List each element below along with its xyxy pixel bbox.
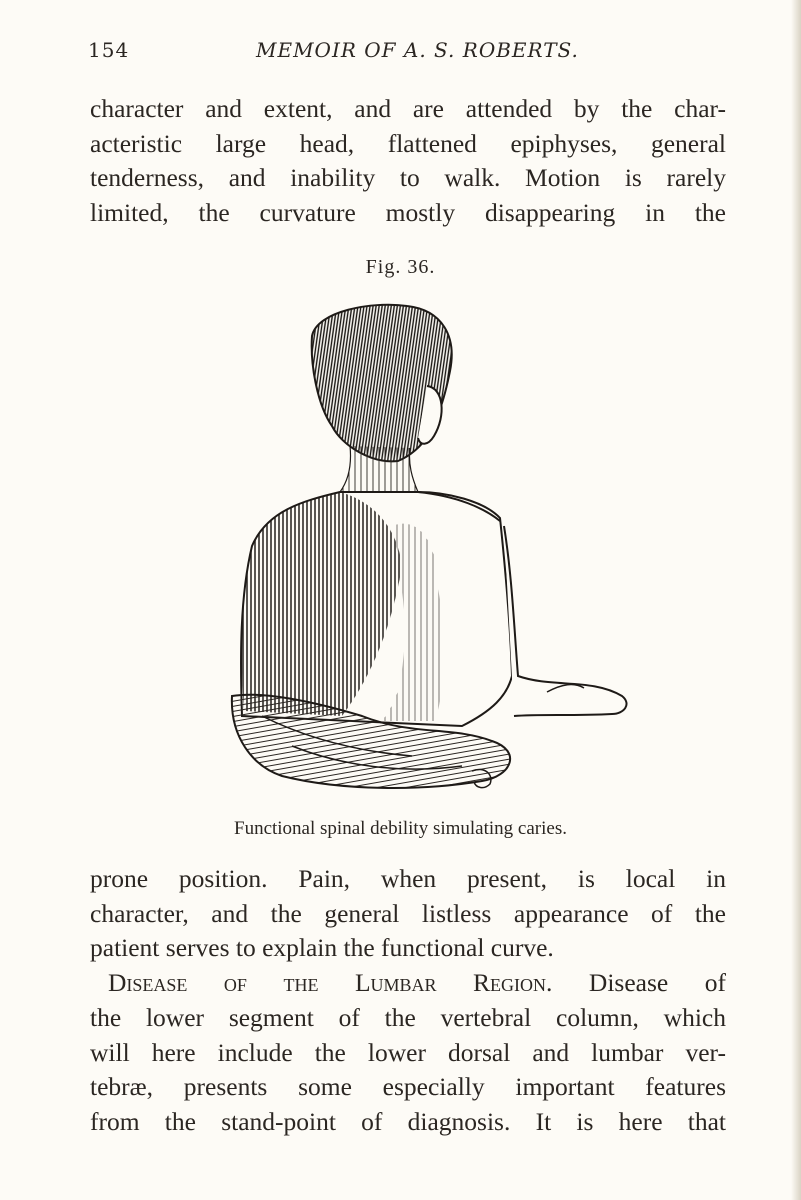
page-number: 154	[88, 38, 130, 62]
text-line: character, and the general listless appearance of the	[90, 898, 726, 928]
text-line: tebræ, presents some especially important features	[90, 1072, 726, 1102]
text-line: acteristic large head, flattened epiphyses, general	[90, 128, 726, 158]
paragraph-bottom	[90, 862, 726, 1140]
running-head	[88, 38, 728, 74]
figure-label: Fig. 36.	[365, 256, 436, 278]
text-line: the lower segment of the vertebral column, which	[90, 1002, 726, 1032]
text-line: character and extent, and are attended by the char-	[90, 94, 726, 123]
paragraph-top	[90, 92, 726, 231]
running-head-title: MEMOIR OF A. S. ROBERTS.	[256, 38, 579, 62]
text-line: will here include the lower dorsal and lumbar ver-	[90, 1037, 726, 1067]
page-edge-shadow	[791, 0, 801, 1200]
text-line: tenderness, and inability to walk. Motion is rarely	[90, 163, 726, 193]
text-line-section-heading	[90, 966, 726, 1001]
text-line: limited, the curvature mostly disappearing in the	[90, 198, 726, 228]
text-line: prone position. Pain, when present, is local in	[90, 864, 726, 893]
text-line: from the stand-point of diagnosis. It is here that	[90, 1106, 726, 1136]
figure-illustration	[222, 296, 642, 806]
section-heading: Disease of the Lumbar Region.	[108, 968, 553, 998]
engraving-back-of-child	[222, 296, 642, 806]
figure-caption: Functional spinal debility simulating caries.	[234, 818, 567, 839]
section-text: Disease of	[552, 968, 726, 998]
text-line: patient serves to explain the functional curve.	[90, 933, 554, 963]
